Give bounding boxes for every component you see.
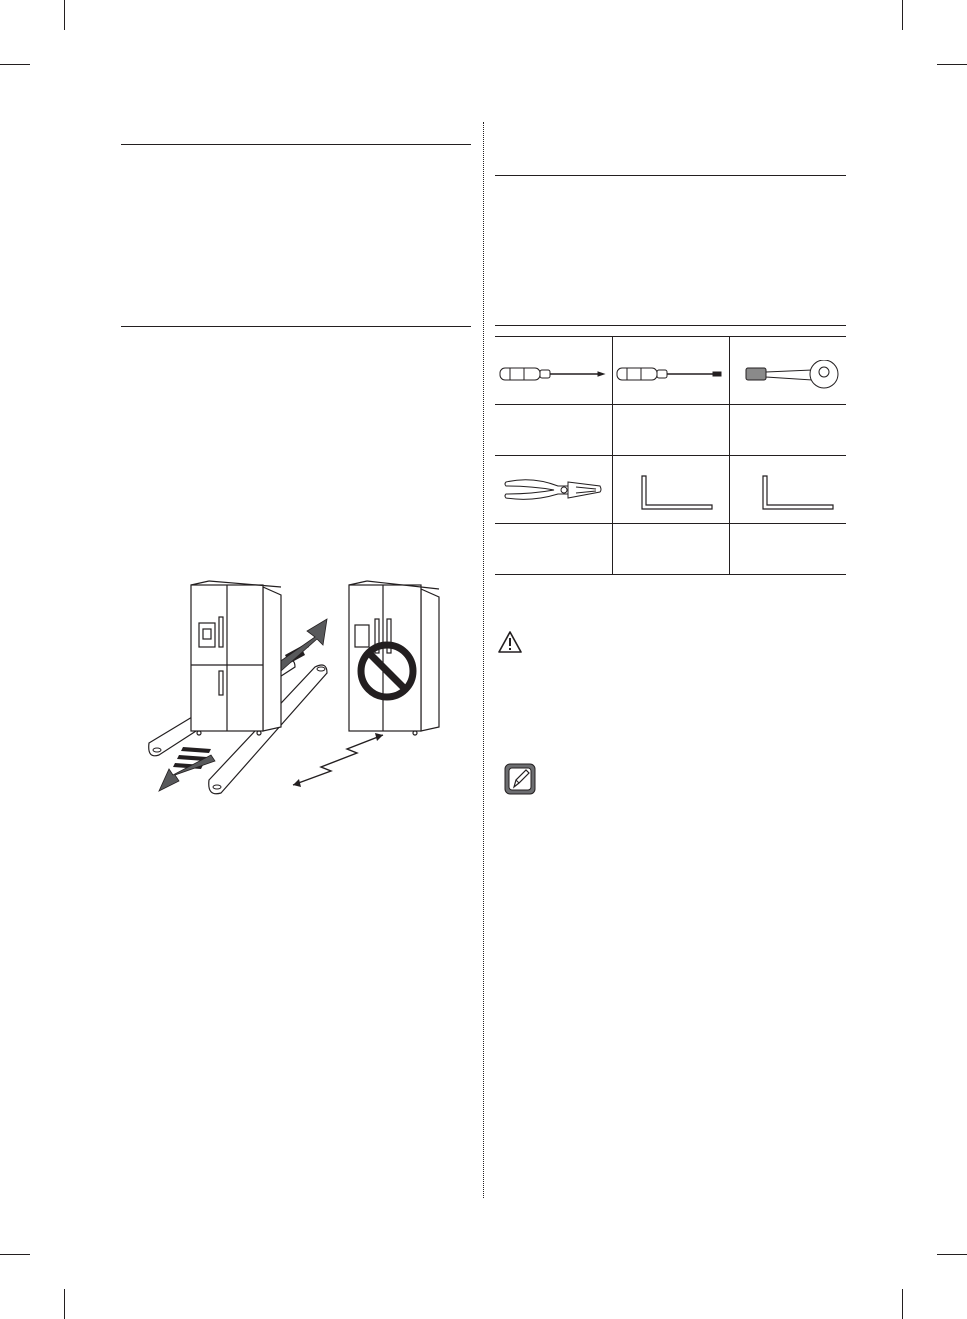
warning-triangle-icon (497, 630, 523, 654)
hex-key-icon (757, 474, 837, 512)
right-section-rule-1 (495, 175, 846, 176)
crop-mark-top-right-v (902, 0, 903, 30)
crop-mark-bottom-left-h (0, 1254, 30, 1255)
crop-mark-top-right-h (937, 64, 967, 65)
crop-mark-bottom-right-h (937, 1254, 967, 1255)
hex-key-icon (636, 474, 716, 512)
left-section-rule-1 (121, 144, 471, 145)
flat-screwdriver-icon (615, 362, 725, 386)
crop-mark-bottom-left-v (64, 1289, 65, 1319)
column-divider (483, 122, 484, 1198)
back-arrow (159, 755, 215, 791)
left-section-rule-2 (121, 326, 471, 327)
refrigerator-moving-illustration (135, 575, 445, 800)
left-fridge-side (263, 587, 281, 731)
forward-arrow (275, 619, 327, 671)
pliers-icon (502, 472, 606, 508)
crop-mark-bottom-right-v (902, 1289, 903, 1319)
right-fridge-side (421, 589, 439, 731)
refrigerator-illustration-svg (135, 575, 445, 800)
crop-mark-top-left-v (64, 0, 65, 30)
phillips-screwdriver-icon (498, 362, 608, 386)
crop-mark-top-left-h (0, 64, 30, 65)
zigzag-arrow (293, 735, 383, 785)
socket-wrench-icon (742, 360, 842, 390)
note-pencil-icon (504, 763, 536, 795)
